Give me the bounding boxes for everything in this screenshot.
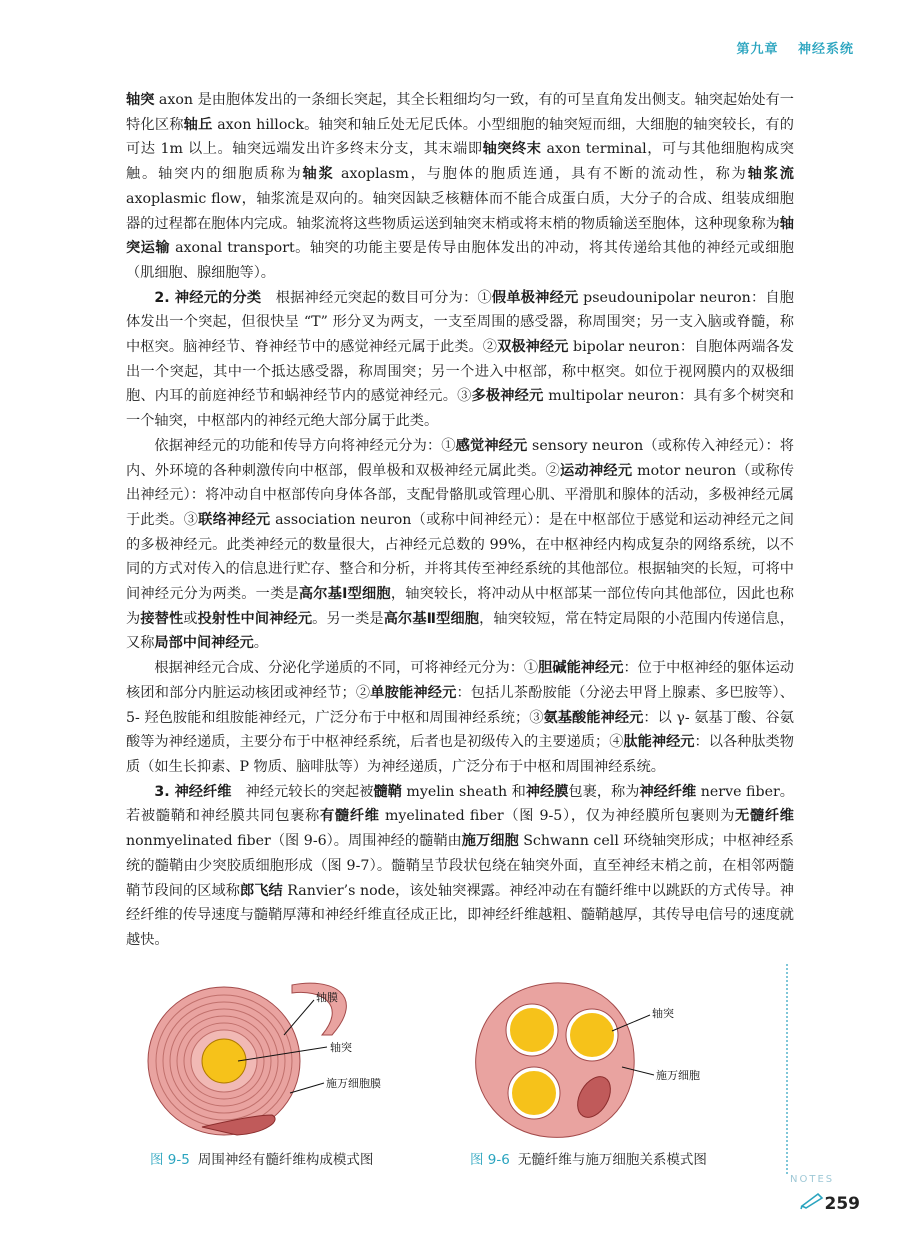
caption-text: 无髓纤维与施万细胞关系模式图 bbox=[517, 1152, 707, 1168]
term: 神经膜 bbox=[525, 783, 569, 800]
paragraph bbox=[126, 434, 794, 656]
text-run: 或 bbox=[183, 610, 198, 627]
term: 郎飞结 bbox=[239, 882, 283, 899]
label-schwann-cell: 施万细胞 bbox=[656, 1069, 700, 1082]
figure-9-6 bbox=[462, 975, 752, 1143]
term: 肽能神经元 bbox=[623, 734, 695, 751]
text-run: association neuron（或称中间神经元）：是在中枢部位于感觉和运动神经元之间的多极神经元。此类神经元的数量很大，占神经元总数的 99%，在中枢神经内构成复杂的网络系统，以不同的方式对传入的信息进行贮存、整合和分析，并将其传至神经系统的其他部位。根据轴突的长短，可将中间神经元分为两类。一类是 bbox=[126, 511, 794, 603]
paragraph bbox=[126, 780, 794, 953]
term: 3. 神经纤维 bbox=[154, 783, 232, 800]
term: 胆碱能神经元 bbox=[538, 660, 624, 677]
label-axon: 轴突 bbox=[330, 1041, 352, 1054]
running-header bbox=[722, 38, 854, 57]
myelinated-fiber-diagram bbox=[142, 975, 432, 1143]
term: 轴突运输 bbox=[126, 215, 794, 257]
term: 神经纤维 bbox=[639, 783, 697, 800]
term: 假单极神经元 bbox=[491, 289, 579, 306]
notes-label: NOTES bbox=[790, 1174, 835, 1185]
text-run: ：包括儿茶酚胺能（分泌去甲肾上腺素、多巴胺等）、5- 羟色胺能和组胺能神经元，广泛分布于中枢和周围神经系统；③ bbox=[126, 684, 794, 726]
text-run: ，轴突较短，常在特定局限的小范围内传递信息，又称 bbox=[126, 610, 794, 652]
text-run: 包裹，称为 bbox=[568, 783, 640, 800]
term: 2. 神经元的分类 bbox=[154, 289, 262, 306]
text-run: 。 bbox=[253, 635, 268, 652]
text-run: axoplasmic flow，轴浆流是双向的。轴突因缺乏核糖体而不能合成蛋白质，大分子的合成、组装成细胞器的过程都在胞体内完成。轴浆流将这些物质运送到轴突末梢或将末梢的物质输送至胞体，这种现象称为 bbox=[126, 190, 794, 232]
term: 有髓纤维 bbox=[320, 808, 380, 825]
text-run: ，轴突较长，将冲动从中枢部某一部位传向其他部位，因此也称为 bbox=[126, 586, 794, 627]
text-run: ：位于中枢神经的躯体运动核团和部分内脏运动核团或神经节；② bbox=[126, 660, 794, 701]
term: 双极神经元 bbox=[497, 339, 569, 356]
term: 高尔基Ⅱ型细胞 bbox=[383, 610, 480, 627]
text-run: sensory neuron（或称传入神经元）：将内、外环境的各种刺激传向中枢部，假单极和双极神经元属此类。② bbox=[126, 437, 794, 479]
label-axolemma: 轴膜 bbox=[316, 991, 338, 1004]
term: 轴浆 bbox=[302, 166, 335, 183]
margin-dotted-line bbox=[786, 964, 788, 1174]
term: 感觉神经元 bbox=[455, 437, 528, 454]
paragraph bbox=[126, 286, 794, 434]
paragraph bbox=[126, 656, 794, 780]
text-run: ：以 γ- 氨基丁酸、谷氨酸等为神经递质，主要分布于中枢神经系统，后者也是初级传入的主要递质；④ bbox=[126, 709, 794, 751]
text-run: nerve fiber。若被髓鞘和神经膜共同包裹称 bbox=[126, 783, 794, 825]
schwann-cell-body bbox=[476, 983, 635, 1137]
leader-line-axolemma bbox=[284, 1000, 314, 1035]
page-number: 259 bbox=[824, 1194, 860, 1214]
text-run: 神经元较长的突起被 bbox=[231, 783, 374, 800]
paragraph bbox=[126, 88, 794, 286]
term: 运动神经元 bbox=[560, 462, 633, 479]
term: 髓鞘 bbox=[373, 783, 402, 800]
term: 联络神经元 bbox=[198, 511, 271, 528]
term: 轴浆流 bbox=[747, 166, 794, 183]
text-run: axonal transport。轴突的功能主要是传导由胞体发出的冲动，将其传递给其他的神经元或细胞（肌细胞、腺细胞等）。 bbox=[126, 240, 794, 281]
figure-9-5-caption bbox=[150, 1148, 373, 1168]
term: 接替性 bbox=[140, 610, 184, 627]
term: 轴突 bbox=[126, 92, 155, 108]
text-run: axon 是由胞体发出的一条细长突起，其全长粗细均匀一致，有的可呈直角发出侧支。轴突起始处有一特化区称 bbox=[126, 92, 794, 133]
unmyelinated-fiber-diagram bbox=[462, 975, 752, 1143]
text-run: axon hillock。轴突和轴丘处无尼氏体。小型细胞的轴突短而细，大细胞的轴突较长，有的可达 1m 以上。轴突远端发出许多终末分支，其末端即 bbox=[126, 116, 794, 158]
text-run: Ranvier’s node，该处轴突裸露。神经冲动在有髓纤维中以跳跃的方式传导。神经纤维的传导速度与髓鞘厚薄和神经纤维直径成正比，即神经纤维越粗、髓鞘越厚，其传导电信号的速度就越快。 bbox=[126, 882, 794, 948]
chapter-title: 神经系统 bbox=[797, 42, 854, 57]
chapter-number: 第九章 bbox=[736, 42, 779, 57]
text-run: 根据神经元合成、分泌化学递质的不同，可将神经元分为：① bbox=[154, 660, 539, 677]
label-axon: 轴突 bbox=[652, 1007, 674, 1020]
text-run: nonmyelinated fiber（图 9-6）。周围神经的髓鞘由 bbox=[126, 833, 462, 850]
caption-number: 图 9-6 bbox=[470, 1152, 510, 1168]
body-text bbox=[126, 88, 794, 953]
term: 高尔基Ⅰ型细胞 bbox=[298, 586, 391, 603]
text-run: myelinated fiber（图 9-5），仅为神经膜所包裹则为 bbox=[379, 808, 736, 825]
text-run: myelin sheath 和 bbox=[401, 783, 526, 800]
text-run: bipolar neuron：自胞体两端各发出一个突起，其中一个抵达感受器，称周围突；另一个进入中枢部，称中枢突。如位于视网膜内的双极细胞、内耳的前庭神经节和蜗神经节内的感觉神经元。③ bbox=[126, 339, 794, 405]
text-run: Schwann cell 环绕轴突形成；中枢神经系统的髓鞘由少突胶质细胞形成（图 9-7）。髓鞘呈节段状包绕在轴突外面，直至神经末梢之前，在相邻两髓鞘节段间的区域称 bbox=[126, 833, 794, 899]
term: 轴丘 bbox=[183, 116, 213, 133]
text-run: 依据神经元的功能和传导方向将神经元分为：① bbox=[154, 437, 456, 454]
term: 无髓纤维 bbox=[735, 808, 794, 825]
term: 单胺能神经元 bbox=[370, 684, 457, 701]
text-run: axoplasm，与胞体的胞质连通，具有不断的流动性，称为 bbox=[334, 166, 748, 183]
label-schwann-membrane: 施万细胞膜 bbox=[326, 1077, 381, 1090]
term: 轴突终末 bbox=[482, 141, 542, 158]
text-run: 。另一类是 bbox=[312, 610, 384, 627]
caption-number: 图 9-5 bbox=[150, 1152, 190, 1168]
term: 施万细胞 bbox=[461, 833, 519, 850]
caption-text: 周围神经有髓纤维构成模式图 bbox=[197, 1152, 374, 1168]
figure-9-5 bbox=[142, 975, 432, 1143]
figure-9-6-caption bbox=[470, 1148, 707, 1168]
text-run: motor neuron（或称传出神经元）：将冲动自中枢部传向身体各部，支配骨骼肌或管理心肌、平滑肌和腺体的活动，多极神经元属于此类。③ bbox=[126, 462, 794, 528]
text-run: multipolar neuron：具有多个树突和一个轴突，中枢部内的神经元绝大部分属于此类。 bbox=[126, 388, 794, 430]
text-run: pseudounipolar neuron：自胞体发出一个突起，但很快呈 “T” 形分叉为两支，一支至周围的感受器，称周围突；另一支入脑或脊髓，称中枢突。脑神经节、脊神经节中的感觉神经元属于此类。② bbox=[126, 289, 794, 356]
text-run: 根据神经元突起的数目可分为：① bbox=[261, 289, 492, 306]
term: 局部中间神经元 bbox=[154, 635, 254, 652]
text-run: ：以各种肽类物质（如生长抑素、P 物质、脑啡肽等）为神经递质，广泛分布于中枢和周围神经系统。 bbox=[126, 734, 794, 775]
term: 氨基酸能神经元 bbox=[543, 709, 644, 726]
term: 投射性中间神经元 bbox=[197, 610, 313, 627]
term: 多极神经元 bbox=[471, 388, 544, 405]
text-run: axon terminal，可与其他细胞构成突触。轴突内的细胞质称为 bbox=[126, 141, 794, 183]
pen-icon bbox=[800, 1190, 826, 1210]
